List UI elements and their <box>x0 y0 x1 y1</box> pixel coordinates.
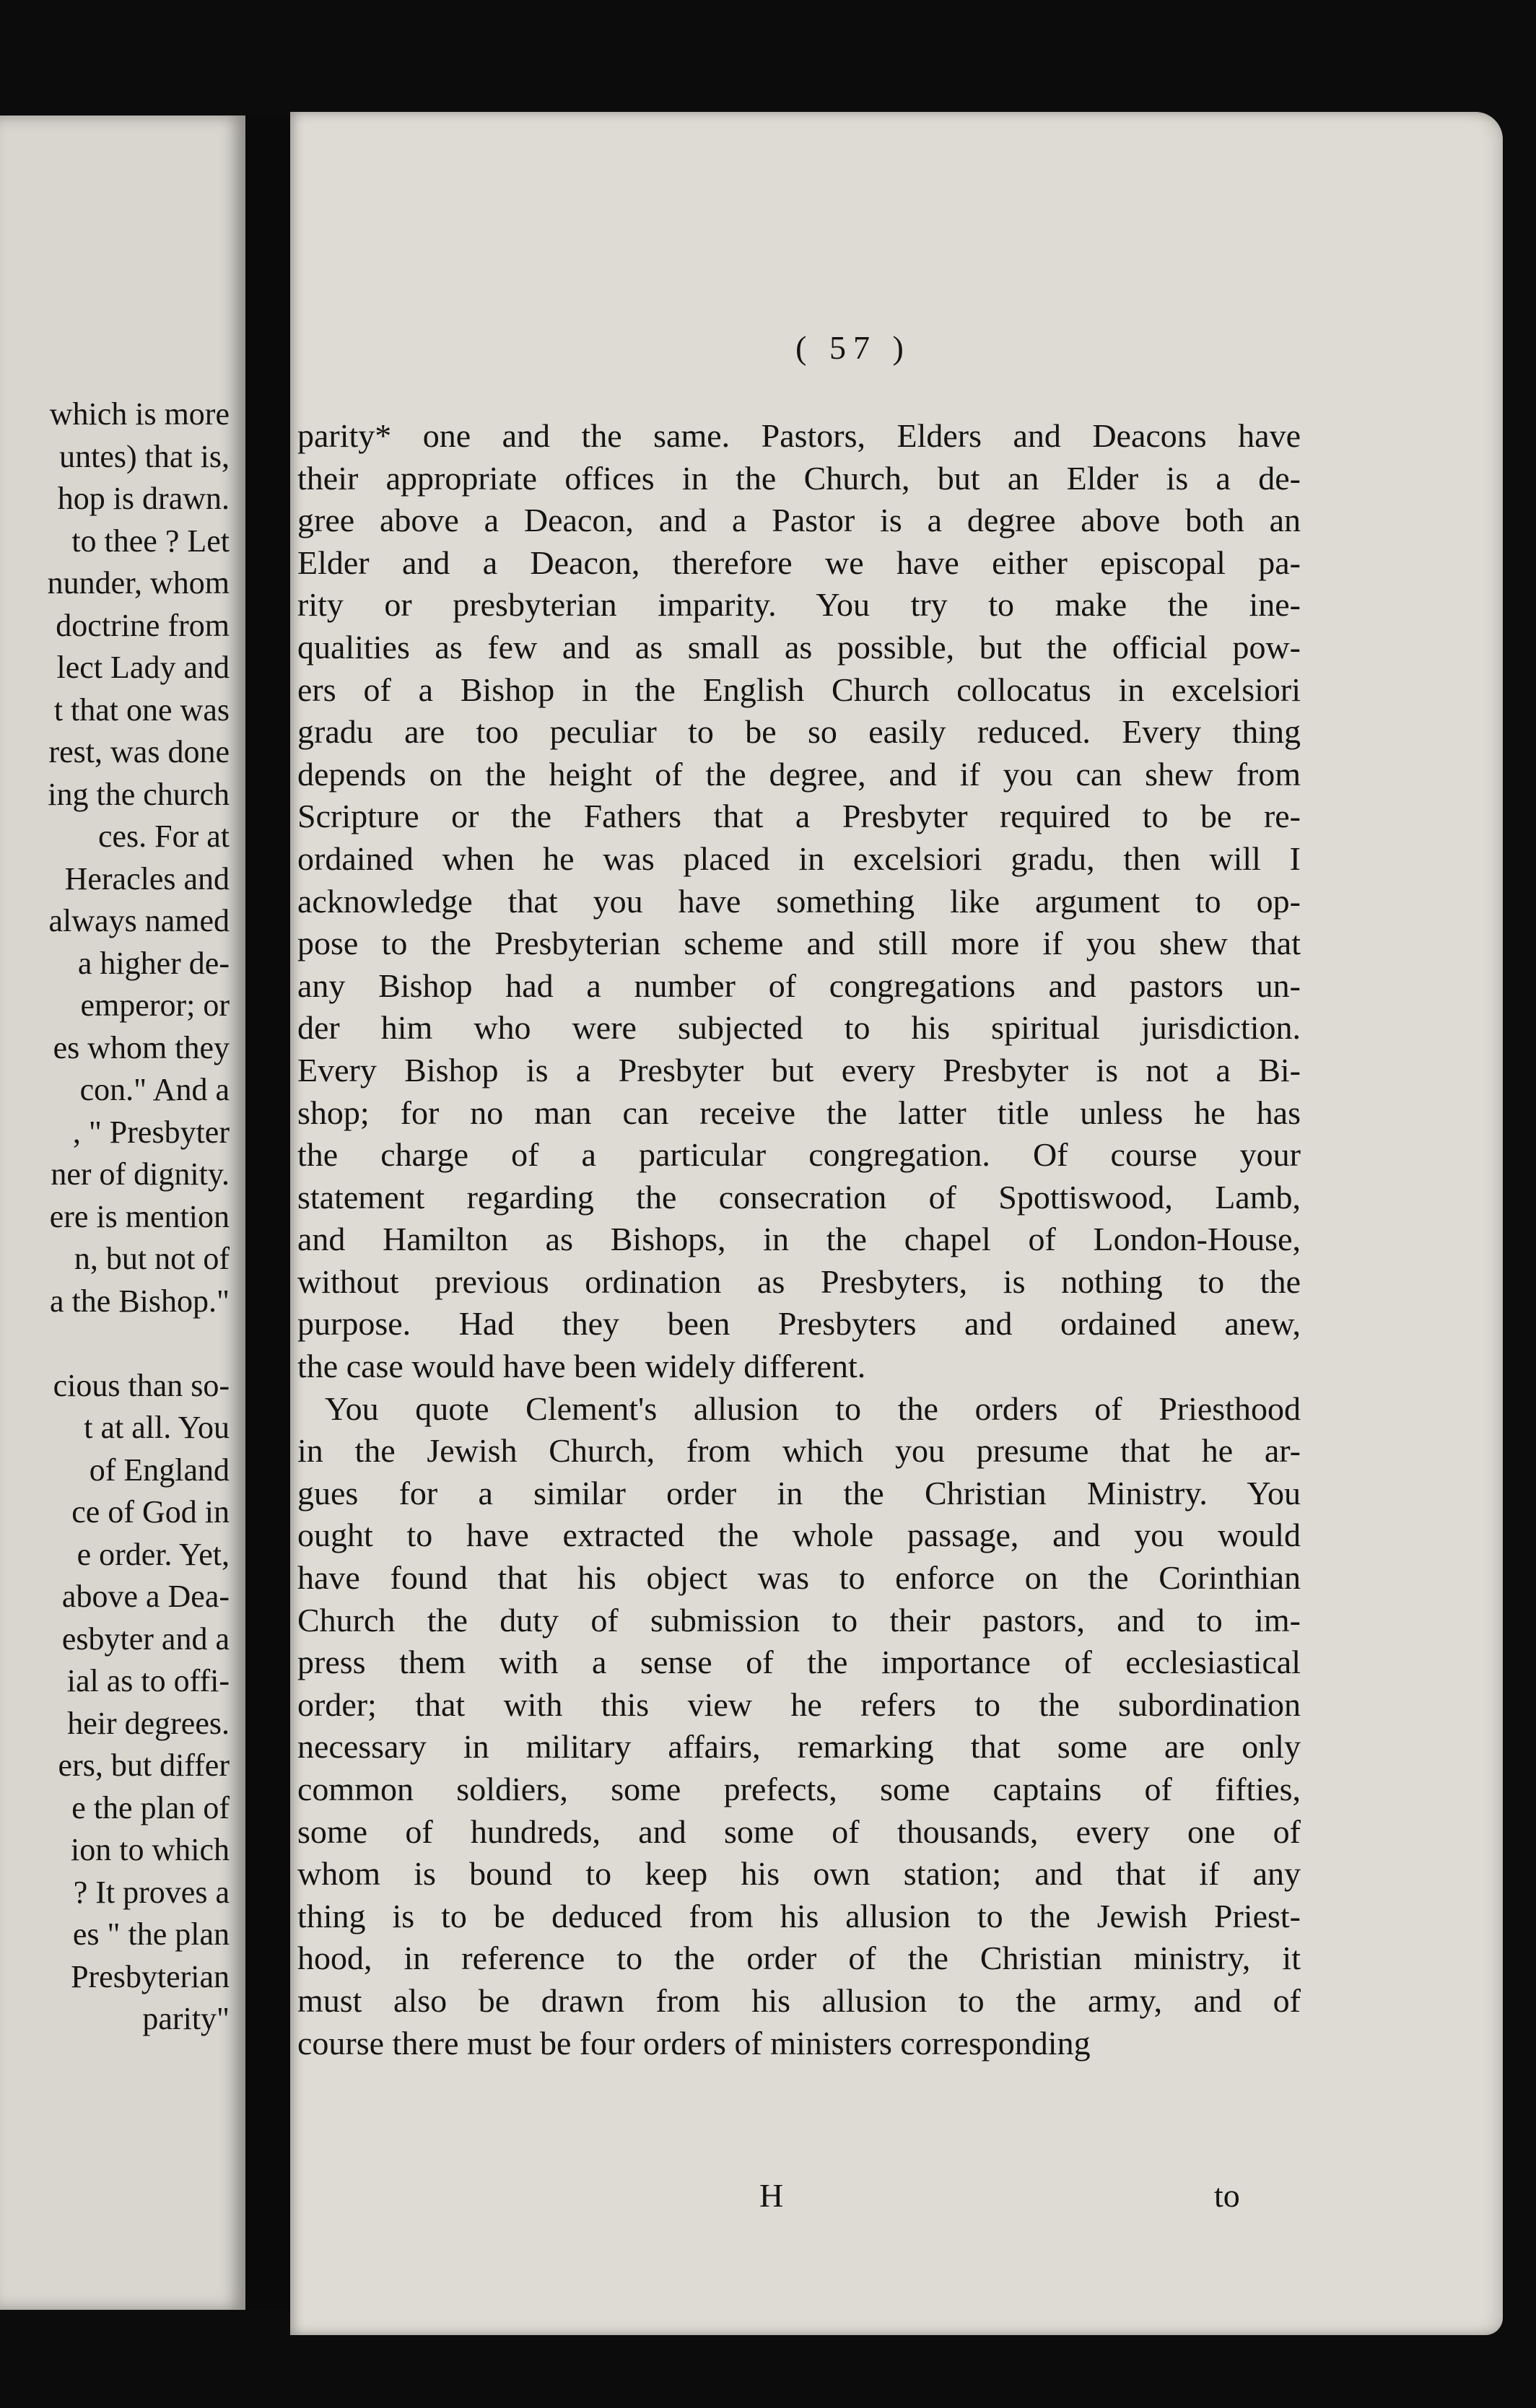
body-text-line: common soldiers, some prefects, some captains of fifties, <box>297 1771 1301 1807</box>
body-text-line: their appropriate offices in the Church, but an Elder is a de- <box>297 459 1301 497</box>
body-text-line: hood, in reference to the order of the Christian ministry, it <box>297 1940 1301 1977</box>
body-text-line: purpose. Had they been Presbyters and ordained anew, <box>297 1305 1301 1343</box>
body-text-line: Elder and a Deacon, therefore we have either episcopal pa- <box>297 544 1301 581</box>
body-text-line: parity* one and the same. Pastors, Elders and Deacons have <box>297 417 1301 454</box>
body-text-line: ought to have extracted the whole passage, and you would <box>297 1517 1301 1554</box>
left-page-line: which is more <box>49 396 230 432</box>
left-page-line: t that one was <box>53 692 230 728</box>
body-text-line: ordained when he was placed in excelsiori gradu, then will I <box>297 839 1301 877</box>
body-text-line: must also be drawn from his allusion to the army, and of <box>297 1981 1301 2019</box>
body-text-line: pose to the Presbyterian scheme and still more if you shew that <box>297 925 1301 962</box>
left-page-line: ial as to offi- <box>66 1663 230 1698</box>
left-page-line: n, but not of <box>74 1241 230 1276</box>
left-page-line: rest, was done <box>48 734 230 769</box>
left-page-line <box>48 1322 230 1365</box>
left-page-line: t at all. You <box>84 1410 230 1445</box>
body-text-line: Scripture or the Fathers that a Presbyter required to be re- <box>297 798 1301 835</box>
body-text-line: any Bishop had a number of congregations and pastors un- <box>297 967 1301 1004</box>
left-page-line: doctrine from <box>56 607 230 643</box>
left-page-line: ces. For at <box>97 819 230 854</box>
left-page-line: ner of dignity. <box>51 1156 230 1192</box>
body-text-line: thing is to be deduced from his allusion to the Jewish Priest- <box>297 1897 1301 1934</box>
left-page-line: esbyter and a <box>61 1620 230 1657</box>
body-text-line: have found that his object was to enforce on the Corinthian <box>297 1559 1301 1597</box>
body-text-line: some of hundreds, and some of thousands, every one of <box>297 1812 1301 1850</box>
right-page <box>290 112 1503 2335</box>
body-text-line: course there must be four orders of ministers corresponding <box>297 2024 1091 2062</box>
left-page-line: ing the church <box>48 776 230 812</box>
left-page-line: to thee ? Let <box>71 523 230 559</box>
left-page-line: heir degrees. <box>67 1705 230 1741</box>
left-page-line: hop is drawn. <box>57 481 230 516</box>
catchword: to <box>1214 2177 1240 2214</box>
left-page-line: Heracles and <box>64 860 230 897</box>
body-text-line: Every Bishop is a Presbyter but every Presbyter is not a Bi- <box>297 1051 1301 1089</box>
left-page-line: cious than so- <box>53 1367 230 1403</box>
body-text-line: the charge of a particular congregation. Of course your <box>297 1136 1301 1174</box>
body-text-line: and Hamilton as Bishops, in the chapel of London-House, <box>297 1221 1301 1258</box>
page-number: ( 57 ) <box>795 329 911 366</box>
left-page-line: nunder, whom <box>47 565 230 601</box>
signature-mark: H <box>759 2177 784 2214</box>
body-text-line: in the Jewish Church, from which you presume that he ar- <box>297 1432 1301 1470</box>
left-page-line: e the plan of <box>71 1789 230 1825</box>
body-text-line: gues for a similar order in the Christian Ministry. You <box>297 1474 1301 1511</box>
left-page-line: lect Lady and <box>56 650 230 685</box>
left-page-line: emperor; or <box>80 987 230 1023</box>
body-text-line: gradu are too peculiar to be so easily reduced. Every thing <box>297 713 1301 751</box>
body-text-line: statement regarding the consecration of Spottiswood, Lamb, <box>297 1178 1301 1216</box>
body-text-line: Church the duty of submission to their pastors, and to im- <box>297 1601 1301 1639</box>
body-text-line: depends on the height of the degree, and if you can shew from <box>297 755 1301 793</box>
left-page-line: es " the plan <box>72 1916 230 1952</box>
body-text-line: without previous ordination as Presbyters, is nothing to the <box>297 1262 1301 1300</box>
body-text-line: gree above a Deacon, and a Pastor is a degree above both an <box>297 502 1301 539</box>
left-page-line: untes) that is, <box>59 438 230 474</box>
body-text-line: the case would have been widely different. <box>297 1348 866 1385</box>
left-page-line: above a Dea- <box>61 1579 230 1614</box>
left-page-line: a higher de- <box>77 945 230 981</box>
left-page-line: of England <box>89 1452 230 1488</box>
left-page-line: a the Bishop." <box>50 1283 230 1319</box>
left-page-line: ? It proves a <box>73 1874 230 1910</box>
body-text-line: rity or presbyterian imparity. You try to make the ine- <box>297 586 1301 624</box>
body-text-line: ers of a Bishop in the English Church collocatus in excelsiori <box>297 671 1301 708</box>
body-text-line: necessary in military affairs, remarking that some are only <box>297 1728 1301 1766</box>
body-text-line: You quote Clement's allusion to the orders of Priesthood <box>325 1390 1301 1427</box>
left-page-text <box>48 393 230 2041</box>
left-page-line: Presbyterian <box>71 1958 230 1994</box>
left-page-line: parity" <box>142 2001 230 2036</box>
body-text-line: whom is bound to keep his own station; and that if any <box>297 1855 1301 1893</box>
left-page <box>0 115 245 2310</box>
body-text-line: qualities as few and as small as possible, but the official pow- <box>297 628 1301 666</box>
left-page-line: ers, but differ <box>58 1748 230 1783</box>
body-text-line: shop; for no man can receive the latter title unless he has <box>297 1094 1301 1131</box>
left-page-line: es whom they <box>53 1029 230 1065</box>
left-page-line: ce of God in <box>71 1494 230 1530</box>
body-text-line: der him who were subjected to his spiritual jurisdiction. <box>297 1009 1301 1047</box>
left-page-line: always named <box>48 903 230 938</box>
body-text-line: press them with a sense of the importance of ecclesiastical <box>297 1644 1301 1681</box>
left-page-line: ion to which <box>71 1832 230 1867</box>
body-text-line: order; that with this view he refers to the subordination <box>297 1685 1301 1723</box>
body-text <box>297 415 1301 2064</box>
left-page-line: , " Presbyter <box>72 1114 230 1150</box>
book-gutter <box>245 115 290 2310</box>
left-page-line: ere is mention <box>49 1198 230 1234</box>
left-page-line: con." And a <box>79 1072 230 1107</box>
left-page-line: e order. Yet, <box>77 1536 230 1572</box>
body-text-line: acknowledge that you have something like argument to op- <box>297 882 1301 920</box>
